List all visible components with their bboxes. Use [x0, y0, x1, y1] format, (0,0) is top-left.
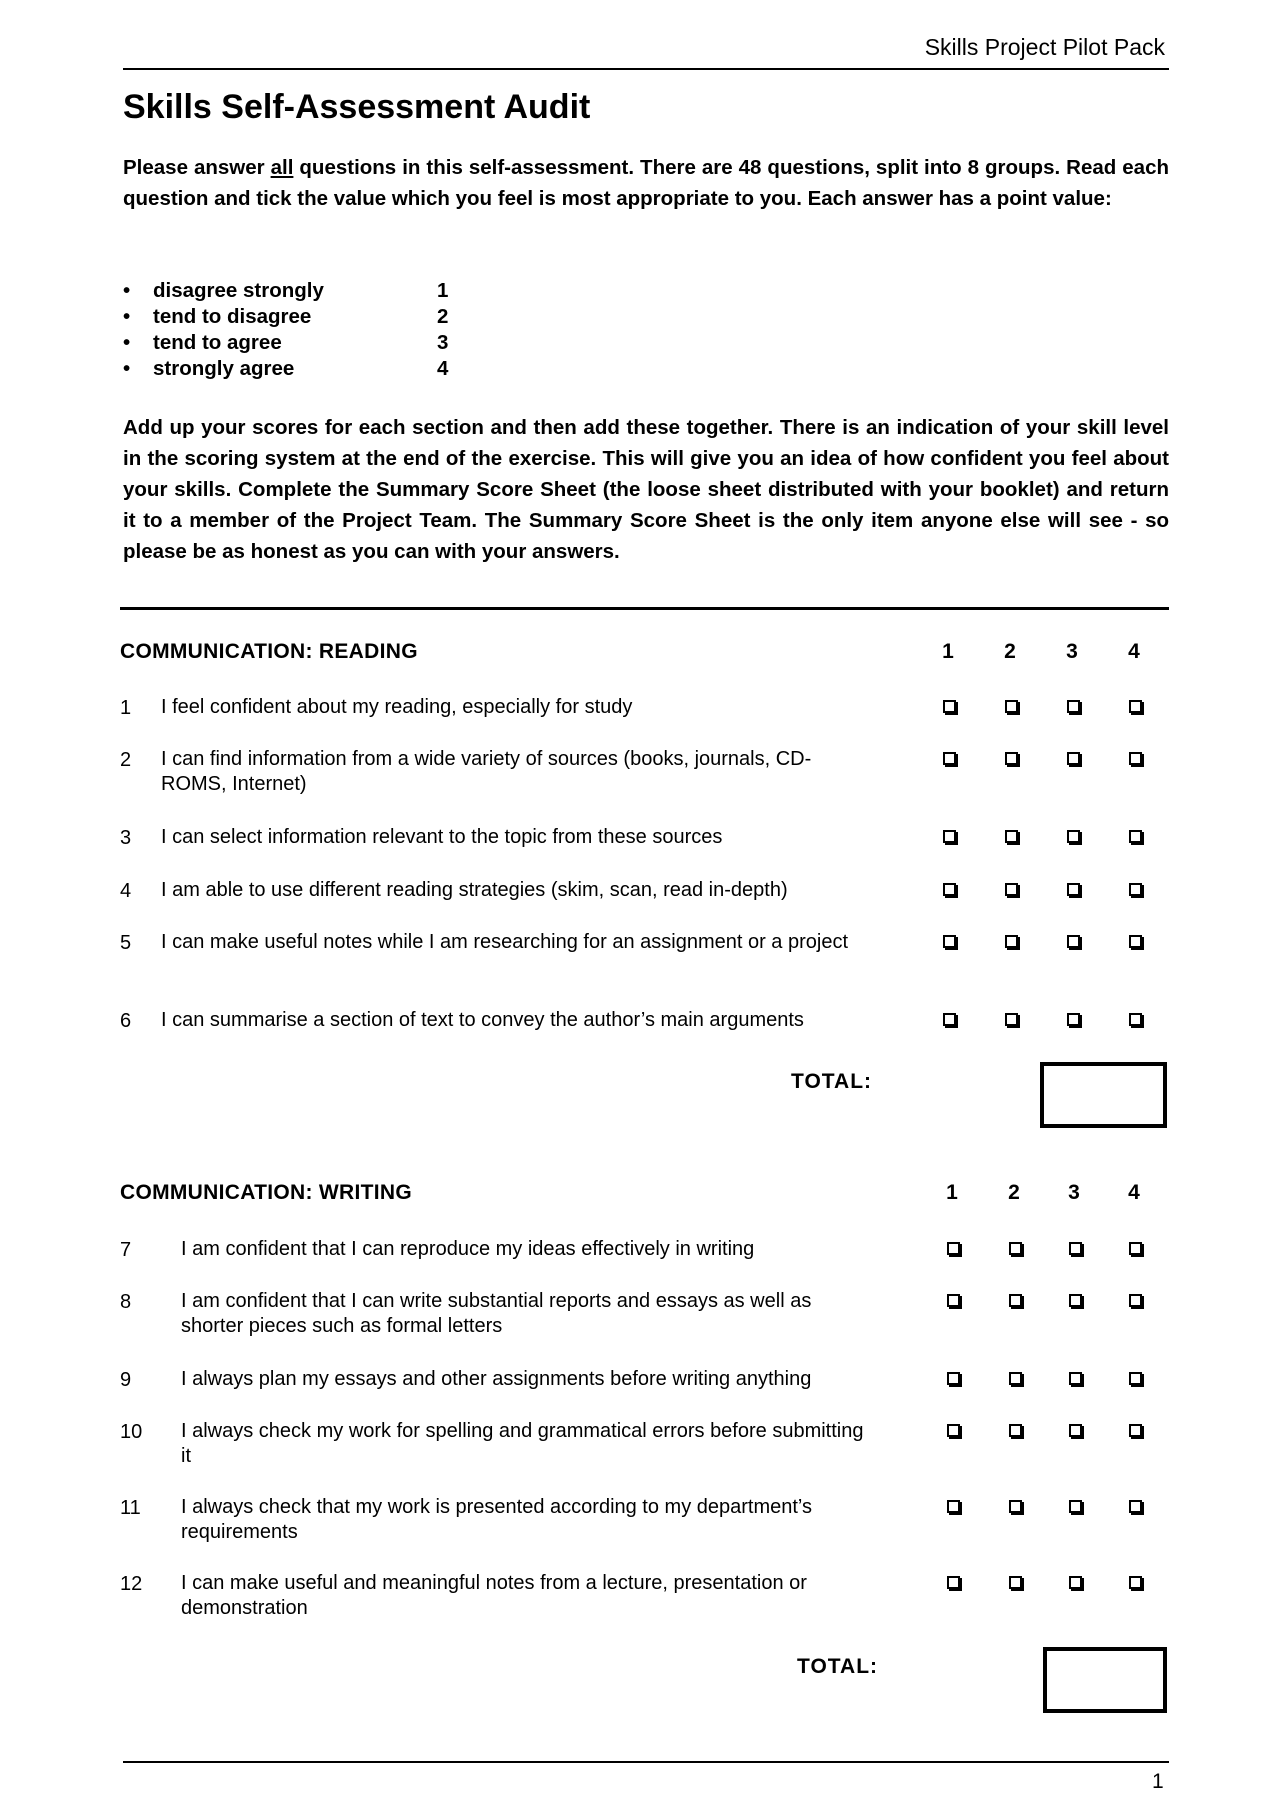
scale-label: tend to agree: [153, 331, 282, 354]
question-number: 5: [120, 932, 132, 954]
instructions-paragraph: Add up your scores for each section and then add these together. There is an indication of your skill level in the scoring system at the end of the exercise. This will give you an idea of how confident you feel about your skills. Complete the Summary Score Sheet (the loose sheet distributed with your booklet) and return it to a member of the Project Team. The Summary Score Sheet is the only item anyone else will see - so please be as honest as you can with your answers.: [123, 416, 1169, 563]
checkbox-q2-1[interactable]: [943, 752, 956, 765]
checkbox-q9-4[interactable]: [1129, 1372, 1142, 1385]
checkbox-q3-3[interactable]: [1067, 830, 1080, 843]
question-text: I am able to use different reading strategies (skim, scan, read in-depth): [161, 879, 788, 901]
checkbox-q5-2[interactable]: [1005, 935, 1018, 948]
scale-label: tend to disagree: [153, 305, 312, 328]
checkbox-q11-1[interactable]: [947, 1500, 960, 1513]
checkbox-q6-3[interactable]: [1067, 1013, 1080, 1026]
question-text: I am confident that I can write substantial reports and essays as well as shorter pieces such as formal letters: [181, 1290, 812, 1337]
question-text: I feel confident about my reading, especially for study: [161, 696, 633, 718]
checkbox-q2-4[interactable]: [1129, 752, 1142, 765]
scale-item: [123, 330, 448, 356]
checkbox-q11-3[interactable]: [1069, 1500, 1082, 1513]
checkbox-q9-3[interactable]: [1069, 1372, 1082, 1385]
question-text: I can find information from a wide variety of sources (books, journals, CD-ROMS, Internet): [161, 748, 812, 795]
checkbox-q4-2[interactable]: [1005, 883, 1018, 896]
column-header-2: 2: [1004, 640, 1016, 663]
checkbox-q9-2[interactable]: [1009, 1372, 1022, 1385]
section-title-writing: COMMUNICATION: WRITING: [120, 1181, 412, 1204]
question-text: I always plan my essays and other assignments before writing anything: [181, 1368, 812, 1390]
bullet-icon: •: [123, 279, 131, 302]
checkbox-q12-4[interactable]: [1129, 1576, 1142, 1589]
section-title-reading: COMMUNICATION: READING: [120, 640, 418, 663]
scale-value: 1: [437, 279, 449, 302]
running-header: Skills Project Pilot Pack: [924, 34, 1165, 60]
scale-item: [123, 304, 448, 330]
checkbox-q11-2[interactable]: [1009, 1500, 1022, 1513]
column-header-1: 1: [942, 640, 954, 663]
checkbox-q8-4[interactable]: [1129, 1294, 1142, 1307]
scale-value: 2: [437, 305, 449, 328]
question-text: I can make useful notes while I am researching for an assignment or a project: [161, 931, 849, 953]
question-number: 12: [120, 1573, 143, 1595]
checkbox-q10-3[interactable]: [1069, 1424, 1082, 1437]
question-number: 6: [120, 1010, 132, 1032]
checkbox-q10-2[interactable]: [1009, 1424, 1022, 1437]
question-text: I am confident that I can reproduce my ideas effectively in writing: [181, 1238, 755, 1260]
question-number: 8: [120, 1291, 132, 1313]
column-header-3: 3: [1068, 1181, 1080, 1204]
scale-item: [123, 278, 448, 304]
checkbox-q4-3[interactable]: [1067, 883, 1080, 896]
checkbox-q1-4[interactable]: [1129, 700, 1142, 713]
question-number: 11: [120, 1497, 141, 1519]
checkbox-q3-4[interactable]: [1129, 830, 1142, 843]
intro-text-start: Please answer: [123, 156, 271, 179]
checkbox-q8-2[interactable]: [1009, 1294, 1022, 1307]
question-text: I always check my work for spelling and grammatical errors before submitting it: [181, 1420, 864, 1467]
header-rule: [123, 68, 1169, 70]
question-number: 9: [120, 1369, 132, 1391]
column-header-4: 4: [1128, 1181, 1140, 1204]
checkbox-q5-4[interactable]: [1129, 935, 1142, 948]
total-label-writing: TOTAL:: [797, 1655, 879, 1678]
section-divider: [120, 607, 1169, 610]
page-title: Skills Self-Assessment Audit: [123, 88, 591, 126]
checkbox-q11-4[interactable]: [1129, 1500, 1142, 1513]
checkbox-q10-1[interactable]: [947, 1424, 960, 1437]
checkbox-q10-4[interactable]: [1129, 1424, 1142, 1437]
checkbox-q7-3[interactable]: [1069, 1242, 1082, 1255]
checkbox-q12-3[interactable]: [1069, 1576, 1082, 1589]
question-text: I can make useful and meaningful notes from a lecture, presentation or demonstration: [181, 1572, 807, 1619]
checkbox-q2-3[interactable]: [1067, 752, 1080, 765]
question-number: 7: [120, 1239, 132, 1261]
checkbox-q7-1[interactable]: [947, 1242, 960, 1255]
checkbox-q2-2[interactable]: [1005, 752, 1018, 765]
bullet-icon: •: [123, 331, 131, 354]
intro-underlined-word: all: [270, 156, 294, 179]
checkbox-q1-3[interactable]: [1067, 700, 1080, 713]
scale-item: [123, 356, 448, 382]
scale-label: strongly agree: [153, 357, 295, 380]
question-number: 1: [120, 697, 132, 719]
checkbox-q5-1[interactable]: [943, 935, 956, 948]
column-header-3: 3: [1066, 640, 1078, 663]
checkbox-q8-3[interactable]: [1069, 1294, 1082, 1307]
question-number: 4: [120, 880, 132, 902]
checkbox-q3-2[interactable]: [1005, 830, 1018, 843]
question-text: I can summarise a section of text to convey the author’s main arguments: [161, 1009, 804, 1031]
checkbox-q12-2[interactable]: [1009, 1576, 1022, 1589]
checkbox-q12-1[interactable]: [947, 1576, 960, 1589]
scale-label: disagree strongly: [153, 279, 324, 302]
total-box-writing[interactable]: [1043, 1647, 1167, 1713]
point-scale-list: [123, 278, 448, 382]
page-number: 1: [1152, 1770, 1164, 1793]
scale-value: 4: [437, 357, 449, 380]
checkbox-q7-4[interactable]: [1129, 1242, 1142, 1255]
column-header-4: 4: [1128, 640, 1140, 663]
checkbox-q6-1[interactable]: [943, 1013, 956, 1026]
question-text: I can select information relevant to the topic from these sources: [161, 826, 723, 848]
checkbox-q3-1[interactable]: [943, 830, 956, 843]
checkbox-q1-1[interactable]: [943, 700, 956, 713]
checkbox-q4-1[interactable]: [943, 883, 956, 896]
checkbox-q5-3[interactable]: [1067, 935, 1080, 948]
question-number: 10: [120, 1421, 143, 1443]
total-label-reading: TOTAL:: [791, 1070, 873, 1093]
column-header-1: 1: [946, 1181, 958, 1204]
checkbox-q8-1[interactable]: [947, 1294, 960, 1307]
checkbox-q6-2[interactable]: [1005, 1013, 1018, 1026]
question-number: 3: [120, 827, 132, 849]
intro-paragraph: [123, 152, 1169, 214]
total-box-reading[interactable]: [1040, 1062, 1167, 1128]
bullet-icon: •: [123, 305, 131, 328]
checkbox-q4-4[interactable]: [1129, 883, 1142, 896]
column-header-2: 2: [1008, 1181, 1020, 1204]
question-text: I always check that my work is presented according to my department’s requirements: [181, 1496, 813, 1543]
checkbox-q9-1[interactable]: [947, 1372, 960, 1385]
bullet-icon: •: [123, 357, 131, 380]
footer-rule: [123, 1761, 1169, 1763]
checkbox-q1-2[interactable]: [1005, 700, 1018, 713]
checkbox-q6-4[interactable]: [1129, 1013, 1142, 1026]
scale-value: 3: [437, 331, 449, 354]
intro-text-end: questions in this self-assessment. There are 48 questions, split into 8 groups. Read each question and tick the value which you feel is most appropriate to you. Each answer has a point value:: [123, 156, 1169, 210]
checkbox-q7-2[interactable]: [1009, 1242, 1022, 1255]
question-number: 2: [120, 749, 132, 771]
